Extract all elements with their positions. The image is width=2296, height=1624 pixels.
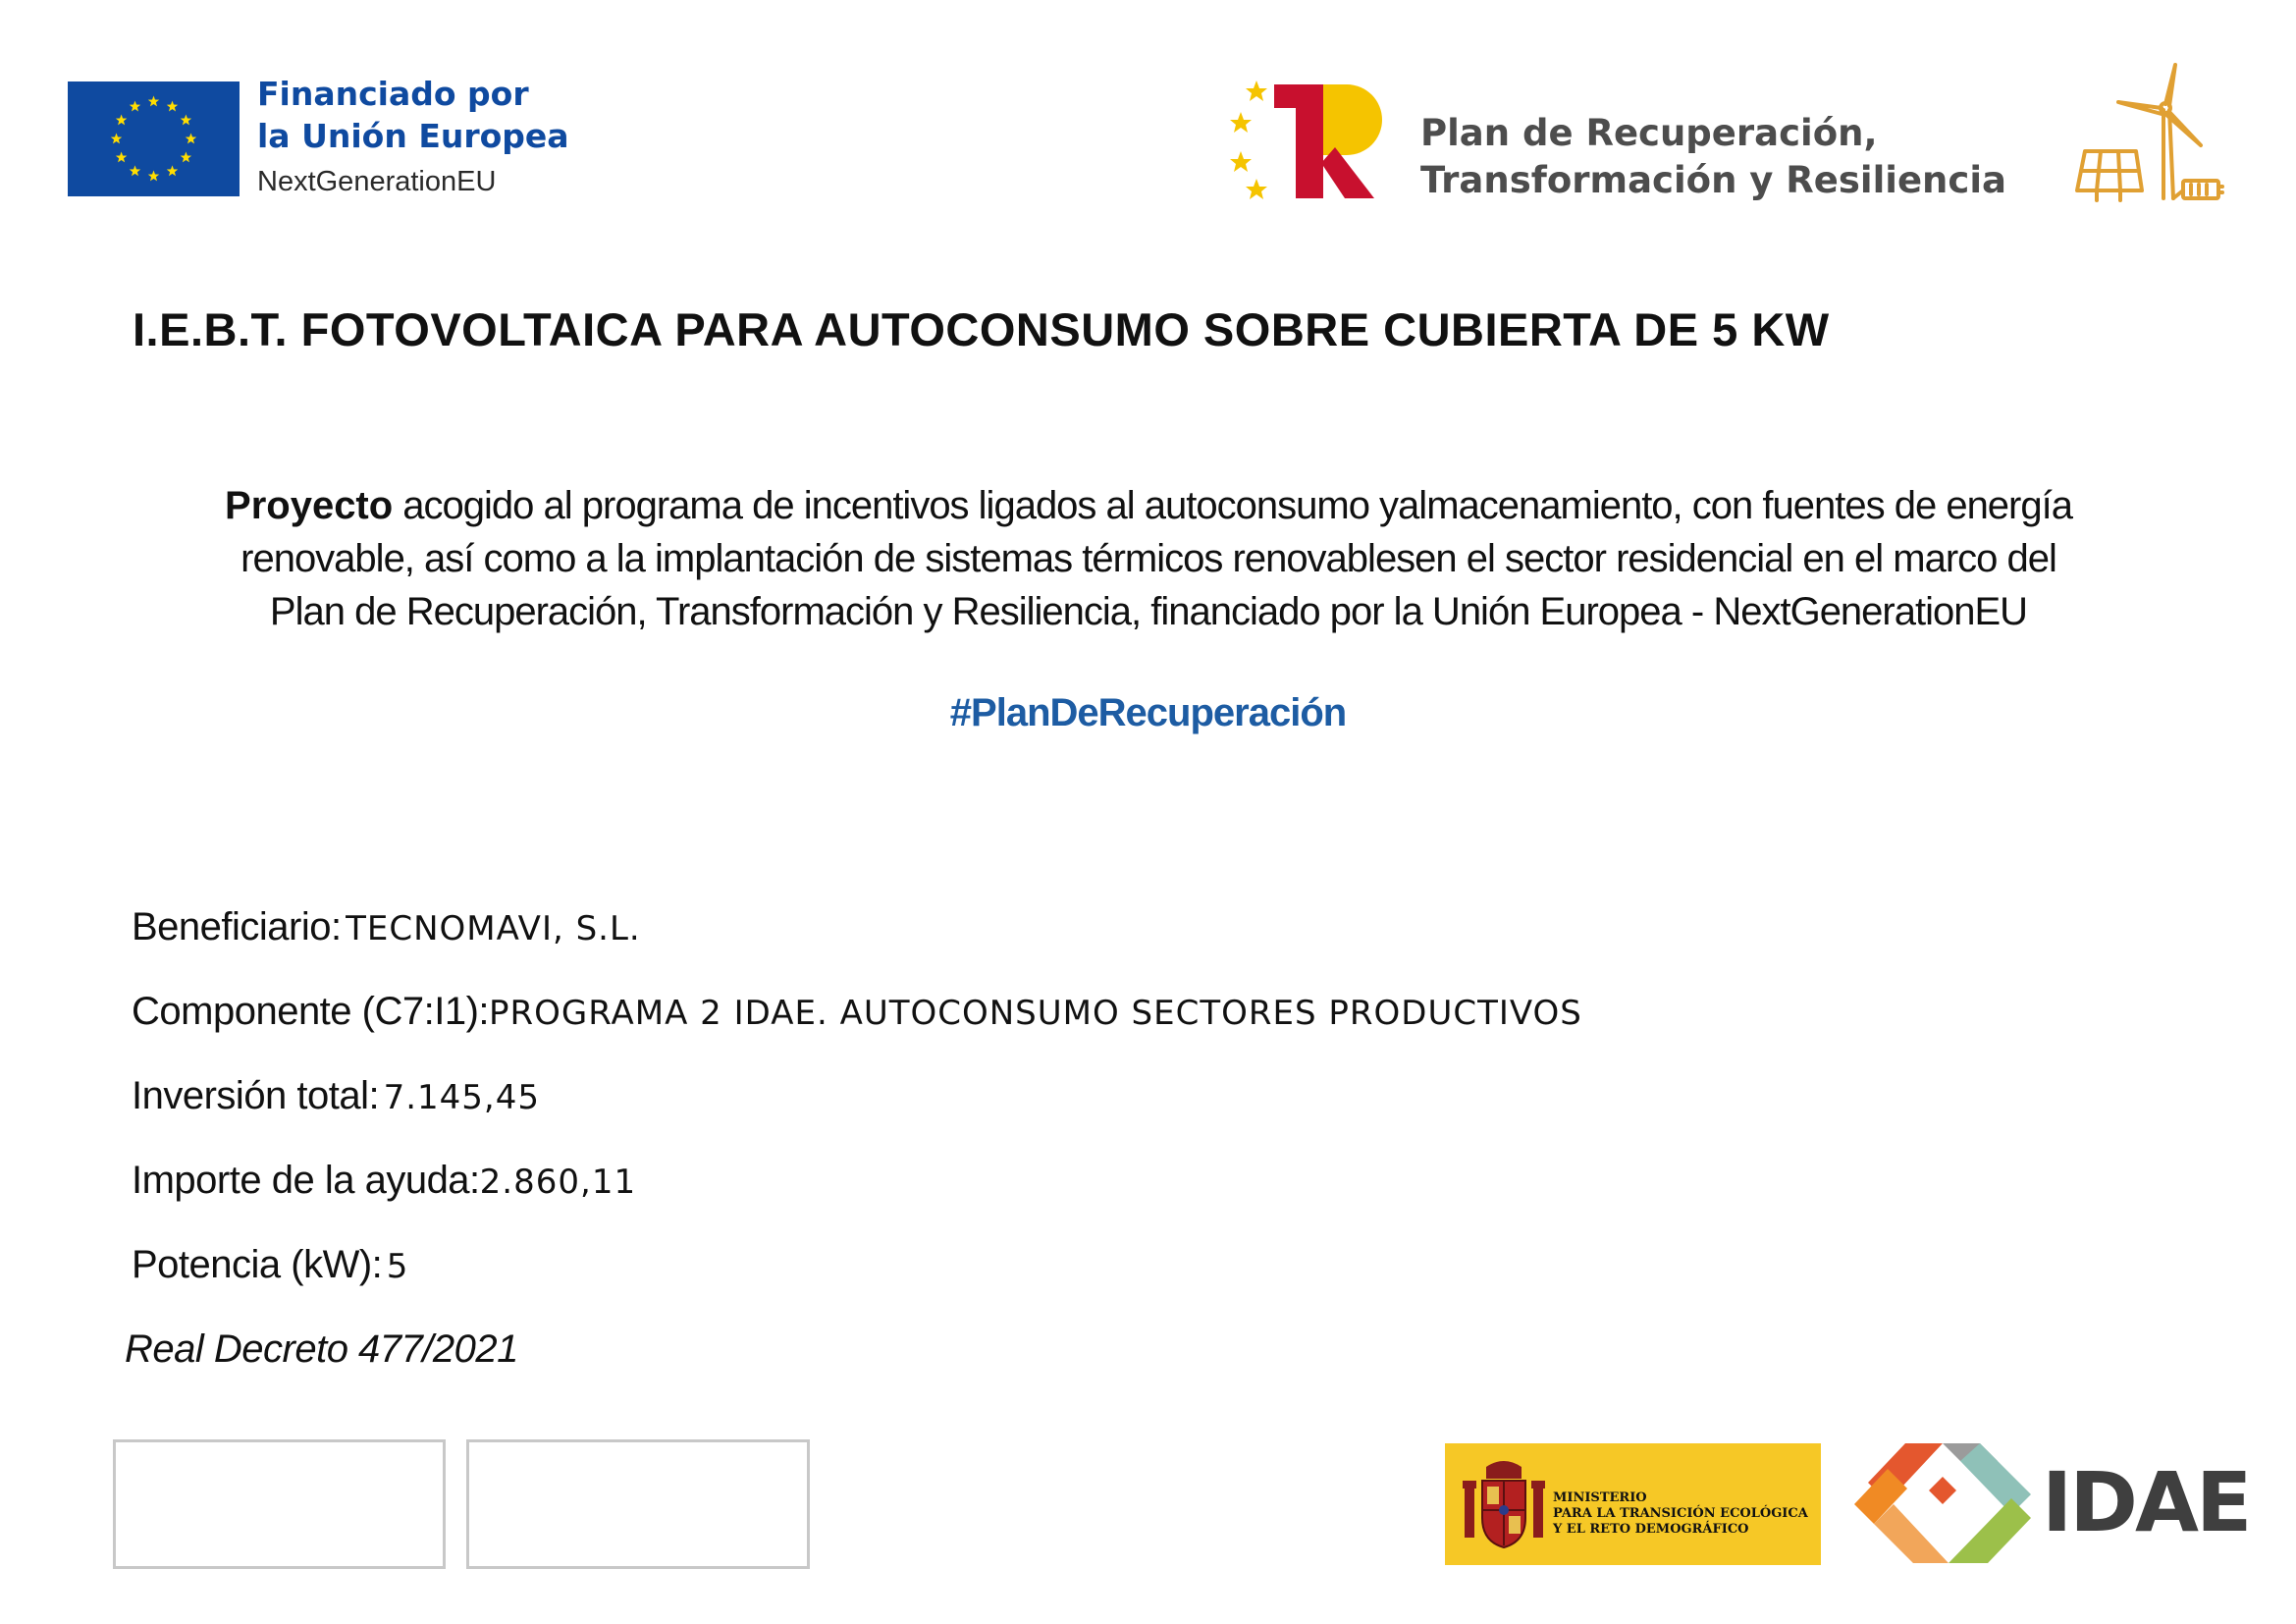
field-label: Beneficiario:	[132, 905, 342, 948]
field-label: Potencia (kW):	[132, 1243, 383, 1286]
prtr-logo	[1227, 69, 1384, 204]
ministry-line-3: Y EL RETO DEMOGRÁFICO	[1553, 1522, 1749, 1537]
eu-star-icon	[130, 165, 140, 176]
project-title: I.E.B.T. FOTOVOLTAICA PARA AUTOCONSUMO SOBRE CUBIERTA DE 5 KW	[133, 303, 1830, 355]
eu-star-icon	[116, 115, 127, 126]
field-label: Importe de la ayuda:	[132, 1159, 480, 1202]
field-value: 2.860,11	[479, 1163, 637, 1202]
eu-star-icon	[181, 115, 191, 126]
wind-solar-icon	[2067, 61, 2226, 210]
description-line-1	[108, 479, 2189, 532]
field-beneficiario	[132, 905, 641, 949]
project-description	[108, 479, 2189, 638]
ministry-line-1: MINISTERIO	[1553, 1490, 1647, 1505]
description-line-2: renovable, así como a la implantación de sistemas térmicos renovablesen el sector residencial en el marco del	[240, 537, 2056, 580]
eu-star-icon	[148, 96, 159, 107]
ministry-line-2: PARA LA TRANSICIÓN ECOLÓGICA	[1553, 1506, 1808, 1521]
field-value: 5	[386, 1247, 409, 1286]
field-value: 7.145,45	[383, 1078, 540, 1117]
eu-line-1: Financiado por	[257, 75, 529, 113]
field-potencia	[132, 1243, 408, 1287]
eu-stars-icon	[68, 81, 240, 196]
eu-star-icon	[186, 134, 196, 144]
ministry-name	[1553, 1490, 1808, 1538]
description-line-1-text: acogido al programa de incentivos ligados al autoconsumo yalmacenamiento, con fuentes de energía	[393, 484, 2072, 527]
eu-star-icon	[167, 101, 178, 112]
description-line-3: Plan de Recuperación, Transformación y Resiliencia, financiado por la Unión Europea - NextGenerationEU	[269, 590, 2028, 633]
empty-logo-box-2	[466, 1439, 810, 1569]
field-value: TECNOMAVI, S.L.	[346, 909, 641, 948]
eu-star-icon	[111, 134, 122, 144]
field-importe	[132, 1159, 636, 1203]
ministry-logo	[1445, 1443, 1821, 1565]
eu-star-icon	[181, 152, 191, 163]
eu-star-icon	[116, 152, 127, 163]
field-label: Componente (C7:I1):	[132, 990, 490, 1033]
eu-star-icon	[130, 101, 140, 112]
eu-line-2: la Unión Europea	[257, 117, 569, 155]
field-value: PROGRAMA 2 IDAE. AUTOCONSUMO SECTORES PRODUCTIVOS	[489, 994, 1582, 1033]
field-inversion	[132, 1074, 540, 1118]
plan-line-1: Plan de Recuperación,	[1420, 112, 1878, 154]
eu-star-icon	[167, 165, 178, 176]
field-label: Inversión total:	[132, 1074, 380, 1117]
idae-logo-text: IDAE	[2042, 1454, 2250, 1550]
idae-mark-icon	[1850, 1439, 2035, 1567]
plan-recuperacion-label	[1420, 110, 2006, 204]
real-decreto: Real Decreto 477/2021	[125, 1327, 518, 1371]
description-strong: Proyecto	[225, 484, 394, 527]
eu-line-3: NextGenerationEU	[257, 166, 497, 197]
plan-line-2: Transformación y Resiliencia	[1420, 159, 2006, 201]
eu-funding-label	[257, 73, 569, 202]
spain-crest-icon	[1461, 1457, 1547, 1551]
field-componente	[132, 990, 1582, 1034]
eu-star-icon	[148, 171, 159, 182]
hashtag: #PlanDeRecuperación	[949, 691, 1347, 734]
eu-flag-logo	[68, 81, 240, 196]
empty-logo-box-1	[113, 1439, 446, 1569]
